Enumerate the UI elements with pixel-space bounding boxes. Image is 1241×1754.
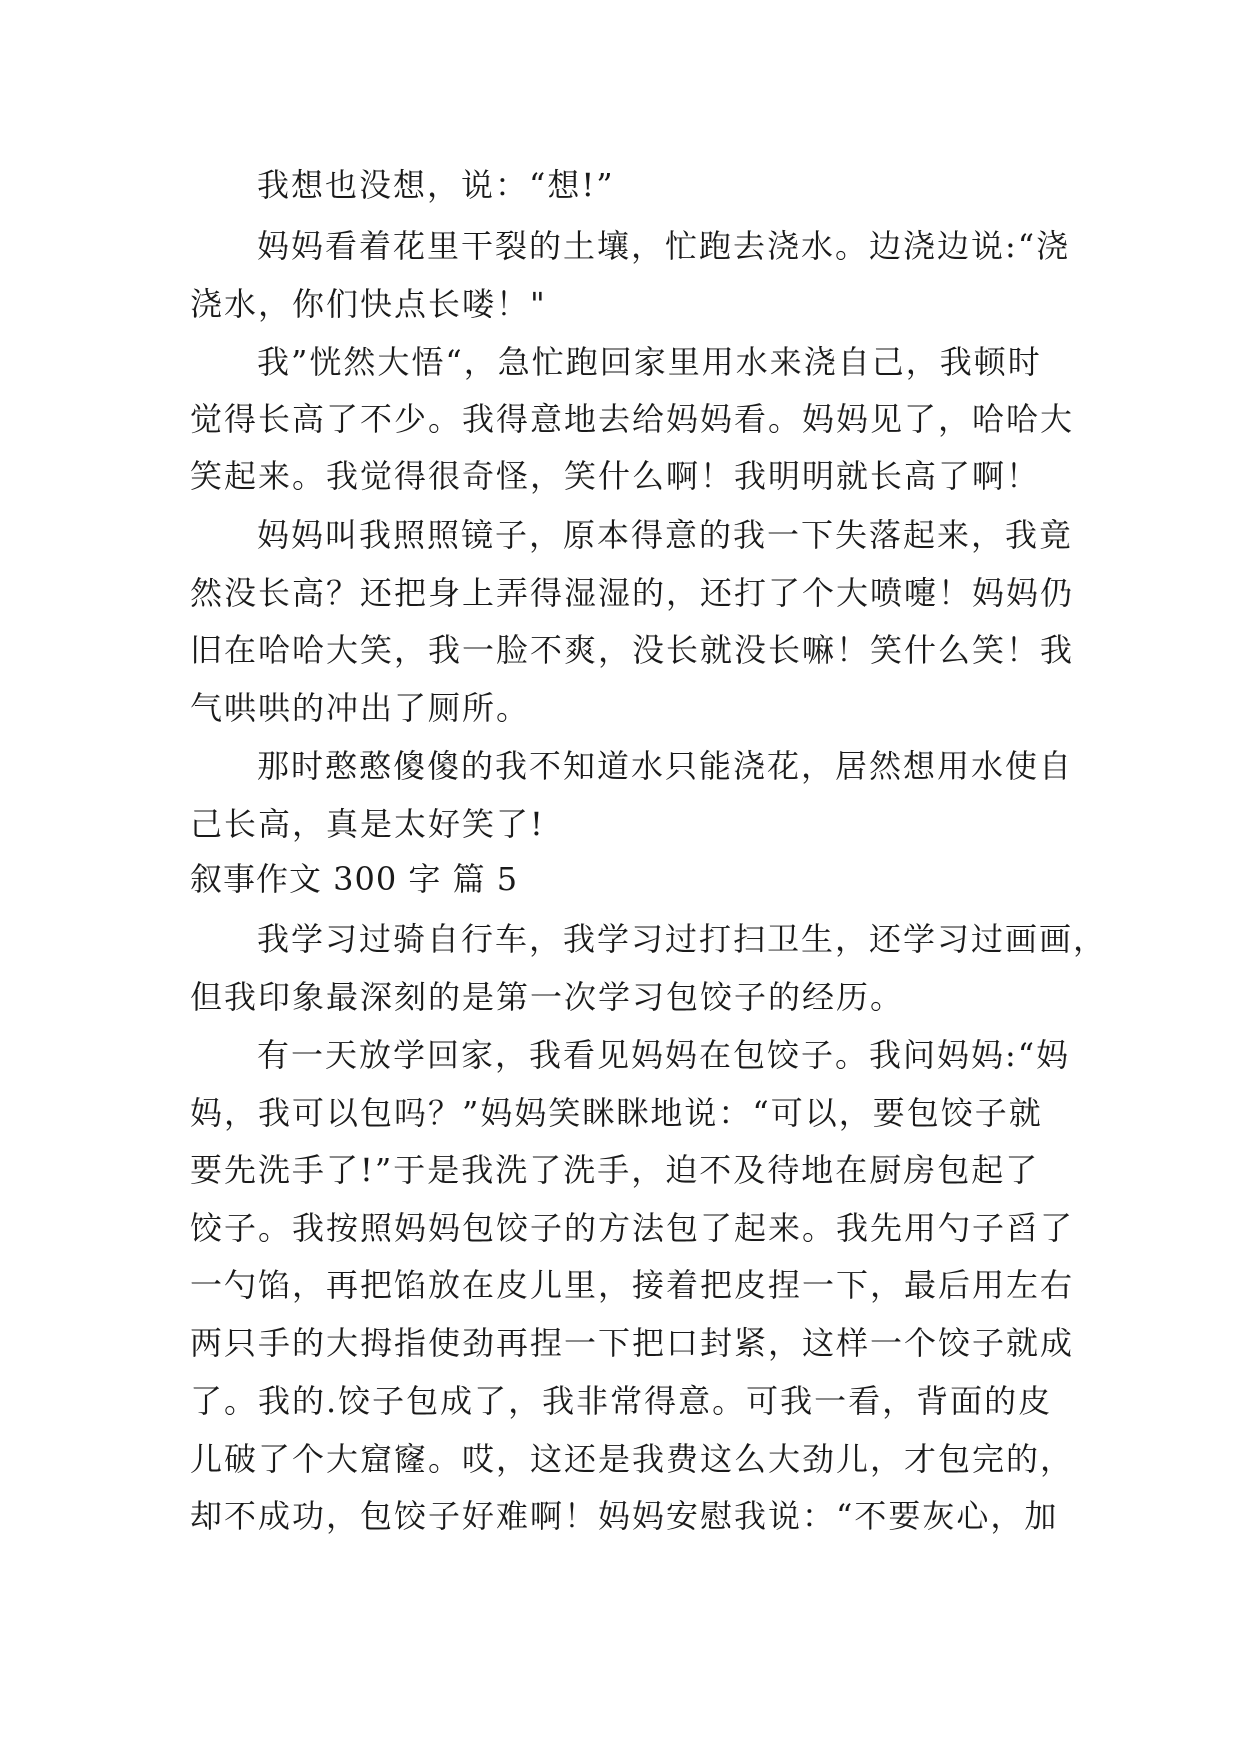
paragraph-line: 浇水，你们快点长喽！" <box>190 285 547 323</box>
paragraph-line: 却不成功，包饺子好难啊！妈妈安慰我说：“不要灰心，加 <box>190 1497 1059 1535</box>
paragraph-line: 气哄哄的冲出了厕所。 <box>190 689 531 727</box>
paragraph-line: 我学习过骑自行车，我学习过打扫卫生，还学习过画画， <box>257 920 1108 958</box>
paragraph-line: 旧在哈哈大笑，我一脸不爽，没长就没长嘛！笑什么笑！我 <box>190 631 1075 669</box>
paragraph-line: 我想也没想，说：“想!” <box>257 166 615 204</box>
paragraph-line: 两只手的大拇指使劲再捏一下把口封紧，这样一个饺子就成 <box>190 1324 1075 1362</box>
paragraph-line: 妈妈叫我照照镜子，原本得意的我一下失落起来，我竟 <box>257 516 1074 554</box>
paragraph-line: 妈，我可以包吗？”妈妈笑眯眯地说：“可以，要包饺子就 <box>190 1094 1043 1132</box>
paragraph-line: 笑起来。我觉得很奇怪，笑什么啊！我明明就长高了啊！ <box>190 457 1041 495</box>
paragraph-line: 然没长高？还把身上弄得湿湿的，还打了个大喷嚏！妈妈仍 <box>190 574 1075 612</box>
paragraph-line: 饺子。我按照妈妈包饺子的方法包了起来。我先用勺子舀了 <box>190 1209 1075 1247</box>
paragraph-line: 有一天放学回家，我看见妈妈在包饺子。我问妈妈:“妈 <box>257 1036 1071 1074</box>
paragraph-line: 儿破了个大窟窿。哎，这还是我费这么大劲儿，才包完的， <box>190 1440 1075 1478</box>
section-heading: 叙事作文 300 字 篇 5 <box>190 860 519 898</box>
paragraph-line: 了。我的.饺子包成了，我非常得意。可我一看，背面的皮 <box>190 1382 1053 1420</box>
paragraph-line: 一勺馅，再把馅放在皮儿里，接着把皮捏一下，最后用左右 <box>190 1266 1075 1304</box>
paragraph-line: 要先洗手了!”于是我洗了洗手，迫不及待地在厨房包起了 <box>190 1151 1040 1189</box>
paragraph-line: 那时憨憨傻傻的我不知道水只能浇花，居然想用水使自 <box>257 747 1074 785</box>
paragraph-line: 觉得长高了不少。我得意地去给妈妈看。妈妈见了，哈哈大 <box>190 400 1075 438</box>
paragraph-line: 妈妈看着花里干裂的土壤，忙跑去浇水。边浇边说:“浇 <box>257 227 1071 265</box>
paragraph-line: 我”恍然大悟“，急忙跑回家里用水来浇自己，我顿时 <box>257 343 1042 381</box>
paragraph-line: 己长高，真是太好笑了! <box>190 805 545 843</box>
paragraph-line: 但我印象最深刻的是第一次学习包饺子的经历。 <box>190 978 905 1016</box>
